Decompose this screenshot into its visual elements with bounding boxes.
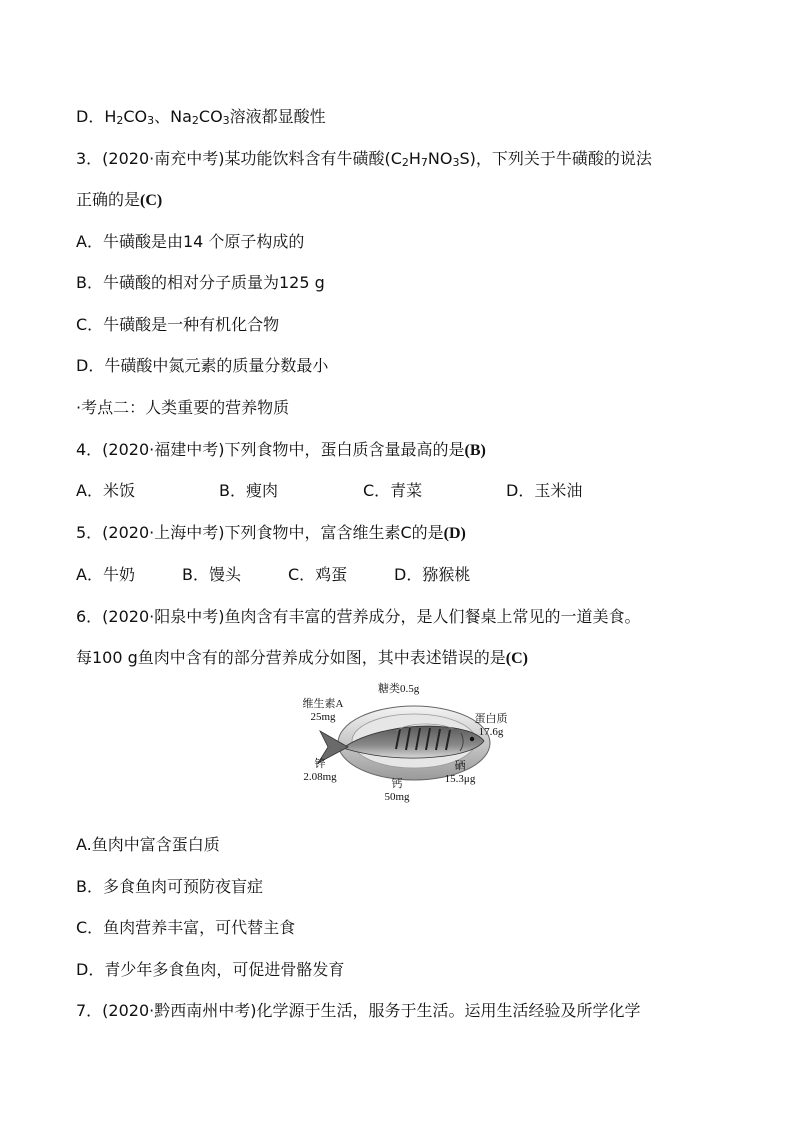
text-segment: 3．(2020·南充中考)某功能饮料含有牛磺酸(C (76, 149, 402, 168)
option-d: D．猕猴桃 (394, 565, 471, 584)
text-segment: S)，下列关于牛磺酸的说法 (459, 149, 652, 168)
text-segment: D．H (76, 107, 117, 126)
label-name: 蛋白质 (474, 713, 508, 725)
text-segment: 溶液都显酸性 (229, 107, 326, 126)
label-zinc (300, 758, 340, 784)
option-b: B．瘦肉 (219, 481, 278, 500)
label-sugar: 糖类0.5g (378, 683, 420, 695)
question-4-options (76, 480, 582, 502)
subscript: 3 (147, 114, 155, 127)
label-protein (468, 713, 514, 739)
option-c: C．青菜 (363, 481, 423, 500)
subscript: 3 (452, 156, 460, 169)
question-3-option-b: B．牛磺酸的相对分子质量为125 g (76, 273, 325, 292)
text-segment: 正确的是 (76, 190, 141, 209)
text-segment: CO (123, 107, 148, 126)
question-3-stem (76, 148, 652, 170)
text-segment: H (408, 149, 421, 168)
label-name: 维生素A (302, 698, 344, 710)
label-value: 17.6g (478, 726, 504, 738)
question-6-stem-cont (76, 647, 528, 670)
subscript: 7 (420, 156, 428, 169)
label-vitamin-a (296, 698, 350, 724)
option-c: C．鸡蛋 (288, 565, 348, 584)
text-segment: 每100 g鱼肉中含有的部分营养成分如图，其中表述错误的是 (76, 648, 506, 667)
question-4-stem (76, 439, 486, 462)
subscript: 3 (222, 114, 230, 127)
answer: (B) (464, 442, 486, 459)
option-d-line (76, 106, 326, 128)
text-segment: NO (427, 149, 453, 168)
section-heading: ·考点二：人类重要的营养物质 (76, 398, 290, 417)
question-3-option-d: D．牛磺酸中氮元素的质量分数最小 (76, 356, 329, 375)
subscript: 2 (191, 114, 199, 127)
label-name: 硒 (454, 760, 466, 772)
question-5-options (76, 564, 470, 586)
label-value: 2.08mg (303, 771, 337, 783)
answer: (C) (140, 192, 163, 209)
option-d: D．玉米油 (506, 481, 583, 500)
question-5-stem (76, 522, 466, 545)
text-segment: 5．(2020·上海中考)下列食物中，富含维生素C的是 (76, 523, 444, 542)
option-a: A．米饭 (76, 481, 135, 500)
question-6-stem: 6．(2020·阳泉中考)鱼肉含有丰富的营养成分，是人们餐桌上常见的一道美食。 (76, 607, 641, 626)
question-6-option-a: A.鱼肉中富含蛋白质 (76, 835, 220, 854)
label-calcium (380, 778, 414, 804)
label-value: 25mg (310, 711, 336, 723)
question-3-stem-cont (76, 189, 162, 212)
question-6-option-d: D．青少年多食鱼肉，可促进骨骼发育 (76, 960, 345, 979)
subscript: 2 (116, 114, 124, 127)
question-3-option-a: A．牛磺酸是由14 个原子构成的 (76, 232, 305, 251)
label-value: 15.3μg (444, 773, 476, 785)
option-a: A．牛奶 (76, 565, 135, 584)
text-segment: 4．(2020·福建中考)下列食物中，蛋白质含量最高的是 (76, 440, 465, 459)
answer: (C) (505, 650, 529, 667)
fish-nutrition-figure (296, 683, 518, 807)
label-value: 50mg (384, 791, 410, 803)
answer: (D) (443, 525, 466, 542)
subscript: 2 (401, 156, 409, 169)
question-3-option-c: C．牛磺酸是一种有机化合物 (76, 315, 280, 334)
question-7-stem: 7．(2020·黔西南州中考)化学源于生活，服务于生活。运用生活经验及所学化学 (76, 1001, 641, 1020)
label-name: 钙 (391, 778, 403, 790)
text-segment: CO (198, 107, 223, 126)
text-segment: 、Na (154, 107, 192, 126)
option-b: B．馒头 (182, 565, 241, 584)
label-selenium (436, 760, 484, 786)
question-6-option-b: B．多食鱼肉可预防夜盲症 (76, 877, 263, 896)
label-name: 锌 (314, 758, 326, 770)
question-6-option-c: C．鱼肉营养丰富，可代替主食 (76, 918, 296, 937)
